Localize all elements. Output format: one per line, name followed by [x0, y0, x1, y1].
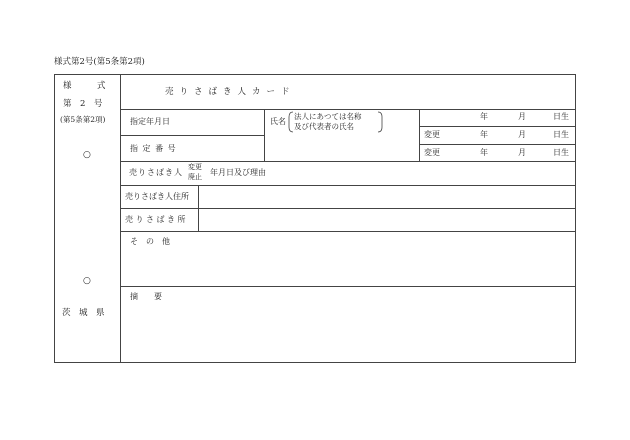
left-form-number: 第 2 号 — [63, 99, 103, 109]
date-row-1-year: 年 — [480, 112, 488, 121]
table-border-bottom — [54, 362, 576, 363]
date-row-1-day: 日生 — [553, 112, 569, 121]
rule-below-designation-number — [120, 161, 576, 162]
table-border-left — [54, 74, 55, 363]
rule-below-title — [120, 109, 576, 110]
punch-hole-top: ○ — [83, 150, 91, 160]
form-label: 様式第2号(第5条第2項) — [54, 57, 145, 67]
other-label: そ の 他 — [130, 237, 170, 246]
name-note-line-1: 法人にあつては名称 — [294, 112, 362, 121]
change-row-stack-top: 変更 — [188, 163, 202, 171]
change-row-stack-bottom: 廃止 — [188, 173, 202, 181]
address-label: 売りさばき人住所 — [125, 192, 189, 201]
designation-date-label: 指定年月日 — [130, 117, 170, 126]
name-label: 氏名 — [270, 117, 286, 126]
date-row-3-month: 月 — [518, 148, 526, 157]
table-border-right — [575, 74, 576, 363]
rule-date-left — [419, 109, 420, 161]
rule-below-address — [120, 208, 576, 209]
rule-below-change — [120, 185, 576, 186]
name-note-line-2: 及び代表者の氏名 — [294, 122, 354, 131]
rule-below-designation-date — [120, 135, 264, 136]
rule-date-row-2 — [419, 144, 576, 145]
date-row-1-month: 月 — [518, 112, 526, 121]
left-column-divider — [120, 74, 121, 363]
table-border-top — [54, 74, 576, 75]
rule-name-left — [264, 109, 265, 161]
punch-hole-bottom: ○ — [83, 276, 91, 286]
rule-address-divider — [198, 185, 199, 231]
right-bracket-icon — [377, 111, 383, 133]
date-row-2-year: 年 — [480, 130, 488, 139]
rule-below-location — [120, 231, 576, 232]
change-row-label: 売りさばき人 — [129, 168, 183, 177]
rule-date-row-1 — [419, 126, 576, 127]
date-row-2-day: 日生 — [553, 130, 569, 139]
summary-label: 摘 要 — [130, 292, 162, 301]
left-form-article: (第5条第2項) — [60, 115, 106, 124]
card-title: 売りさばき人カード — [165, 87, 296, 97]
change-row-suffix: 年月日及び理由 — [210, 168, 266, 177]
prefecture-name: 茨 城 県 — [62, 308, 105, 318]
date-row-3-prefix: 変更 — [424, 148, 440, 157]
location-label: 売りさばき所 — [125, 215, 188, 224]
left-form-type: 様 式 — [63, 81, 106, 91]
date-row-3-day: 日生 — [553, 148, 569, 157]
date-row-2-prefix: 変更 — [424, 130, 440, 139]
date-row-2-month: 月 — [518, 130, 526, 139]
designation-number-label: 指 定 番 号 — [130, 144, 177, 153]
rule-below-other — [120, 286, 576, 287]
date-row-3-year: 年 — [480, 148, 488, 157]
